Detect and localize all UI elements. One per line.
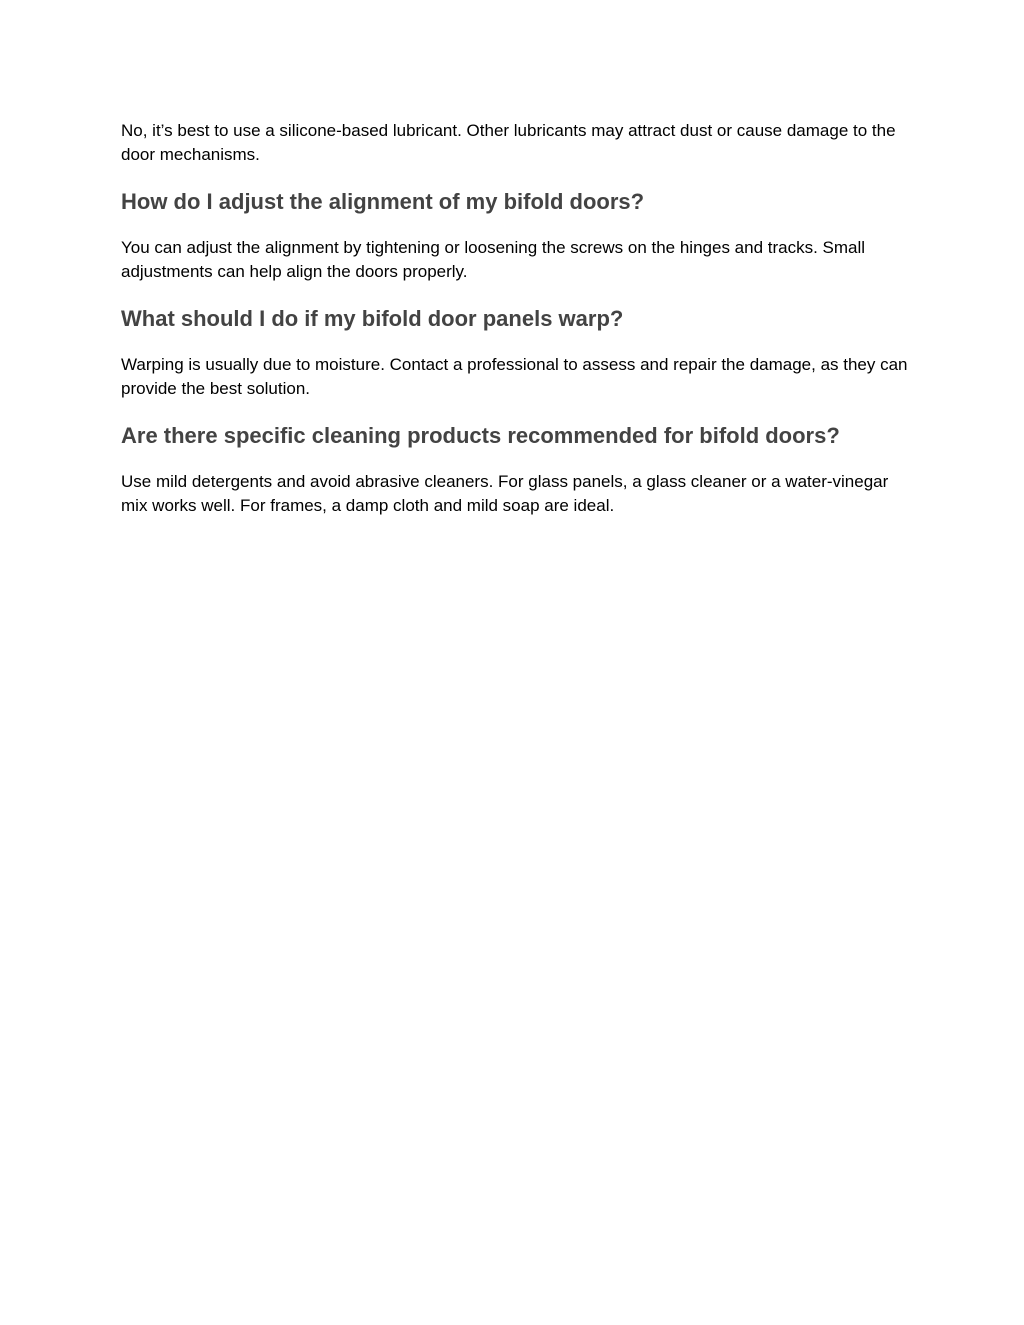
spacer — [121, 450, 911, 470]
faq-answer-warp: Warping is usually due to moisture. Contact a professional to assess and repair the damage, as they can provide the best solution. — [121, 355, 908, 398]
faq-answer-alignment: You can adjust the alignment by tightening or loosening the screws on the hinges and tracks. Small adjustments can help align the doors properly. — [121, 238, 866, 281]
faq-question-alignment: How do I adjust the alignment of my bifold doors? — [121, 189, 645, 214]
faq-content — [121, 119, 911, 518]
faq-question-cleaning: Are there specific cleaning products recommended for bifold doors? — [121, 423, 840, 448]
spacer — [121, 167, 911, 188]
spacer — [121, 401, 911, 422]
spacer — [121, 333, 911, 353]
spacer — [121, 284, 911, 305]
faq-question-warp: What should I do if my bifold door panels warp? — [121, 306, 624, 331]
faq-answer-cleaning: Use mild detergents and avoid abrasive cleaners. For glass panels, a glass cleaner or a water-vinegar mix works well. For frames, a damp cloth and mild soap are ideal. — [121, 472, 889, 515]
spacer — [121, 216, 911, 236]
intro-answer: No, it’s best to use a silicone-based lubricant. Other lubricants may attract dust or cause damage to the door mechanisms. — [121, 121, 896, 164]
